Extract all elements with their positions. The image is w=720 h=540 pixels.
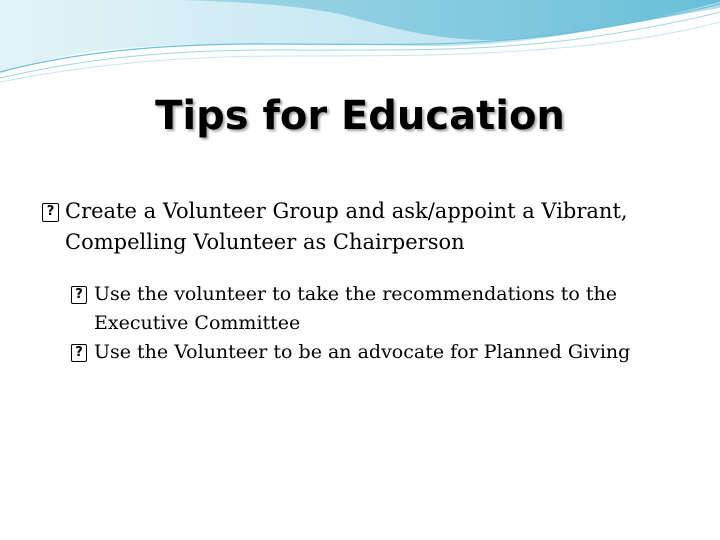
missing-glyph-box-icon <box>71 344 87 362</box>
slide-title: Tips for Education <box>155 93 565 139</box>
missing-glyph-box-icon <box>71 286 87 304</box>
bullet-text: Create a Volunteer Group and ask/appoint a Vibrant, Compelling Volunteer as Chairperson <box>65 199 628 254</box>
bullet-list <box>40 196 690 367</box>
sub-bullet-item <box>40 280 690 338</box>
sub-bullet-text: Use the Volunteer to be an advocate for Planned Giving <box>94 341 631 363</box>
bullet-item <box>40 196 690 258</box>
sub-bullet-item <box>40 338 690 367</box>
header-wave-decoration <box>0 0 720 90</box>
sub-bullet-text: Use the volunteer to take the recommendations to the Executive Committee <box>94 283 618 334</box>
missing-glyph-box-icon <box>42 203 59 222</box>
